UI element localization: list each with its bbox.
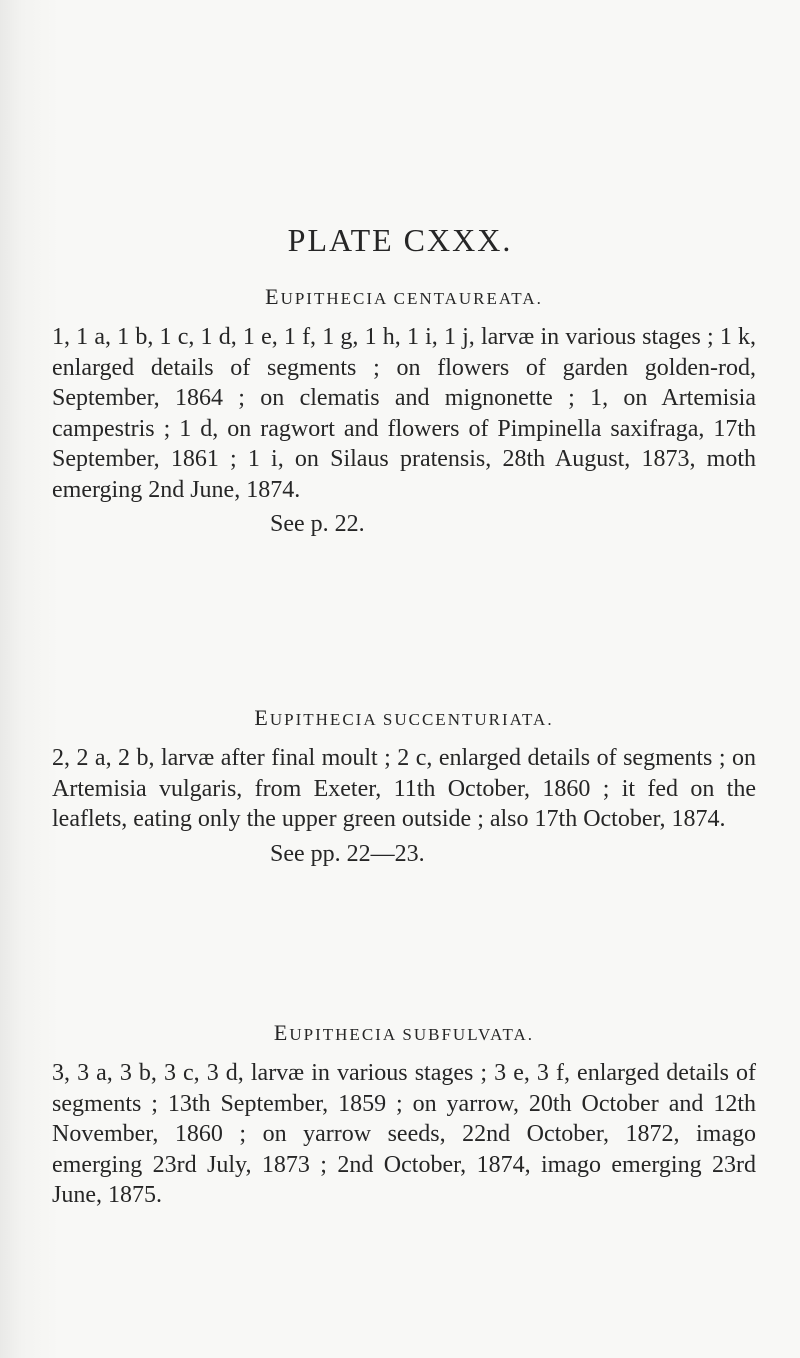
- section-title-rest: UPITHECIA SUBFULVATA.: [289, 1025, 535, 1044]
- section-paragraph: 1, 1 a, 1 b, 1 c, 1 d, 1 e, 1 f, 1 g, 1 h, 1 i, 1 j, larvæ in various stages ; 1 k, enlarged details of segments ; on flowers of garden golden-rod, September, 1864 ; on clematis and mignonette ; 1, on Artemisia campestris ; 1 d, on ragwort and flowers of Pimpinella saxifraga, 17th September, 1861 ; 1 i, on Silaus pratensis, 28th August, 1873, moth emerging 2nd June, 1874.: [52, 324, 756, 503]
- page-reference: See p. 22.: [270, 511, 365, 537]
- section-title-rest: UPITHECIA SUCCENTURIATA.: [269, 710, 554, 729]
- section-title: [52, 284, 756, 310]
- section-paragraph: 2, 2 a, 2 b, larvæ after final moult ; 2 c, enlarged details of segments ; on Artemisia vulgaris, from Exeter, 11th October, 1860 ; it fed on the leaflets, eating only the upper green outside ; also 17th October, 1874.: [52, 745, 756, 832]
- section-eupithecia-subfulvata: [52, 1020, 756, 1211]
- plate-title: PLATE CXXX.: [287, 222, 513, 258]
- section-title-initial: E: [265, 284, 281, 309]
- section-title: [52, 1020, 756, 1046]
- section-eupithecia-succenturiata: [52, 705, 756, 869]
- section-title-initial: E: [254, 705, 270, 730]
- section-paragraph: 3, 3 a, 3 b, 3 c, 3 d, larvæ in various stages ; 3 e, 3 f, enlarged details of segments ; 13th September, 1859 ; on yarrow, 20th October and 12th November, 1860 ; on yarrow seeds, 22nd October, 1872, imago emerging 23rd July, 1873 ; 2nd October, 1874, imago emerging 23rd June, 1875.: [52, 1060, 756, 1208]
- section-title: [52, 705, 756, 731]
- section-eupithecia-centaureata: [52, 284, 756, 539]
- page-reference: See pp. 22—23.: [270, 840, 425, 867]
- section-title-rest: UPITHECIA CENTAUREATA.: [280, 289, 543, 308]
- section-title-initial: E: [273, 1020, 290, 1045]
